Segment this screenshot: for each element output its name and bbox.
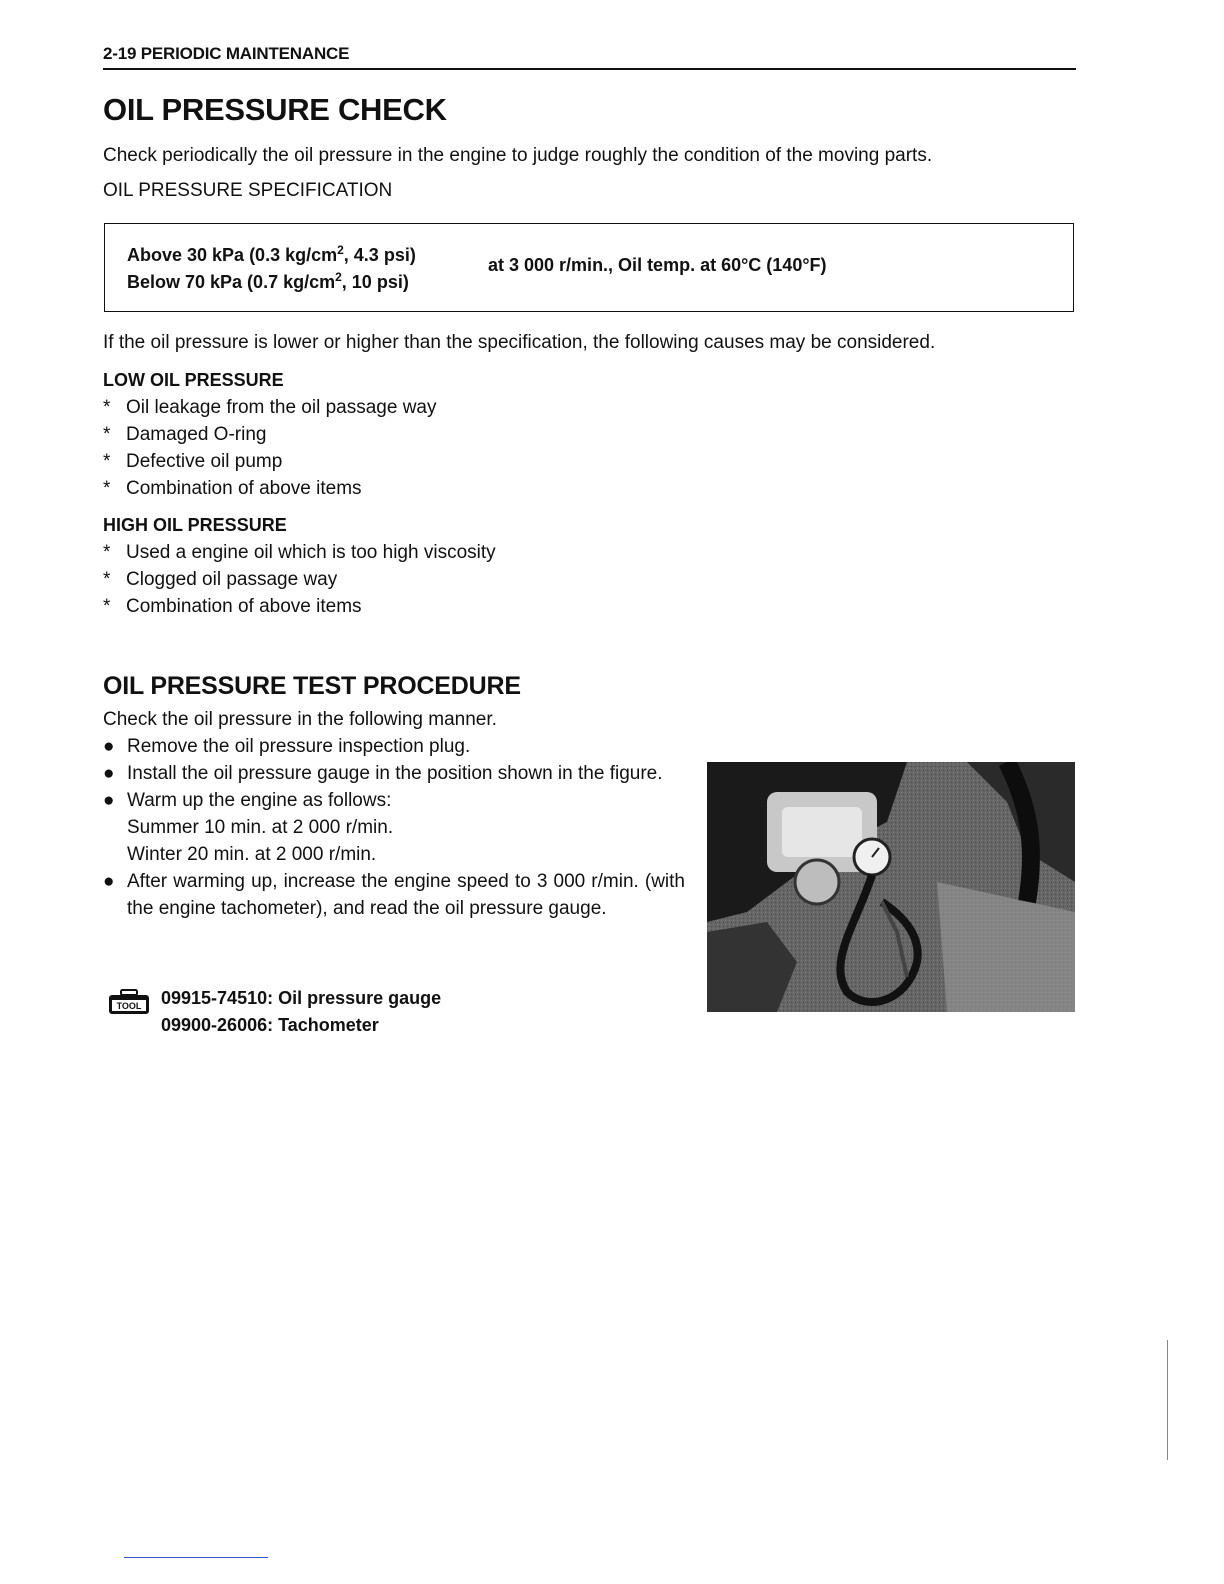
page-header	[103, 44, 1076, 70]
procedure-body	[103, 706, 685, 922]
spec-condition: at 3 000 r/min., Oil temp. at 60°C (140°F)	[488, 255, 827, 275]
spec-above-suffix: , 4.3 psi)	[343, 245, 416, 265]
spec-label: OIL PRESSURE SPECIFICATION	[103, 180, 393, 201]
high-pressure-heading: HIGH OIL PRESSURE	[103, 515, 287, 535]
asterisk-bullet: *	[103, 542, 111, 563]
section-label: 2-19 PERIODIC MAINTENANCE	[103, 44, 350, 63]
list-item-text: Combination of above items	[126, 478, 362, 499]
procedure-intro: Check the oil pressure in the following manner.	[103, 709, 497, 730]
step-text: Warm up the engine as follows:	[127, 790, 392, 811]
high-pressure-list	[103, 539, 496, 620]
list-item	[103, 394, 437, 421]
spec-below-prefix: Below 70 kPa (0.7 kg/cm	[127, 272, 336, 292]
procedure-title: OIL PRESSURE TEST PROCEDURE	[103, 672, 521, 700]
engine-photo	[707, 762, 1075, 1012]
page-title: OIL PRESSURE CHECK	[103, 92, 447, 127]
spec-below-suffix: , 10 psi)	[341, 272, 409, 292]
spec-above-exponent: 2	[337, 243, 344, 257]
spec-box	[104, 223, 1074, 312]
asterisk-bullet: *	[103, 569, 111, 590]
dot-bullet: ●	[103, 790, 115, 811]
step-text: After warming up, increase the engine speed to 3 000 r/min. (with the engine tachometer), and read the oil pressure gauge.	[127, 871, 685, 919]
list-item-text: Damaged O-ring	[126, 424, 267, 445]
list-item	[103, 448, 437, 475]
low-pressure-heading: LOW OIL PRESSURE	[103, 370, 284, 390]
asterisk-bullet: *	[103, 596, 111, 617]
list-item	[103, 421, 437, 448]
dot-bullet: ●	[103, 763, 115, 784]
warmup-summer: Summer 10 min. at 2 000 r/min.	[127, 817, 394, 838]
spec-above	[127, 242, 416, 269]
list-item	[103, 539, 496, 566]
asterisk-bullet: *	[103, 478, 111, 499]
asterisk-bullet: *	[103, 451, 111, 472]
list-item-text: Combination of above items	[126, 596, 362, 617]
causes-intro: If the oil pressure is lower or higher than the specification, the following causes may be considered.	[103, 332, 936, 353]
spec-below-exponent: 2	[335, 270, 342, 284]
list-item	[103, 787, 685, 868]
tool-item: 09915-74510: Oil pressure gauge	[161, 988, 442, 1008]
engine-photo-image	[707, 762, 1075, 1012]
asterisk-bullet: *	[103, 397, 111, 418]
high-pressure-section	[103, 512, 496, 620]
warmup-winter: Winter 20 min. at 2 000 r/min.	[127, 844, 377, 865]
list-item	[103, 868, 685, 922]
low-pressure-section	[103, 367, 437, 502]
tool-item: 09900-26006: Tachometer	[161, 1015, 379, 1035]
tool-list	[161, 985, 441, 1039]
list-item	[103, 566, 496, 593]
tool-icon-label: TOOL	[116, 1001, 142, 1011]
toolbox-icon	[108, 989, 150, 1015]
list-item-text: Clogged oil passage way	[126, 569, 338, 590]
spec-below	[127, 269, 416, 296]
intro-paragraph: Check periodically the oil pressure in the engine to judge roughly the condition of the moving parts.	[103, 145, 933, 166]
spec-limits	[127, 242, 416, 296]
list-item	[103, 760, 685, 787]
special-tools	[108, 985, 441, 1039]
list-item	[103, 475, 437, 502]
list-item	[103, 593, 496, 620]
asterisk-bullet: *	[103, 424, 111, 445]
list-item	[103, 733, 685, 760]
step-text: Remove the oil pressure inspection plug.	[127, 736, 471, 757]
footer-rule	[124, 1557, 268, 1558]
low-pressure-list	[103, 394, 437, 502]
dot-bullet: ●	[103, 736, 115, 757]
procedure-steps	[103, 733, 685, 922]
scan-artifact	[1167, 1340, 1168, 1460]
dot-bullet: ●	[103, 871, 115, 892]
list-item-text: Oil leakage from the oil passage way	[126, 397, 437, 418]
spec-above-prefix: Above 30 kPa (0.3 kg/cm	[127, 245, 338, 265]
list-item-text: Defective oil pump	[126, 451, 283, 472]
list-item-text: Used a engine oil which is too high viscosity	[126, 542, 496, 563]
step-text: Install the oil pressure gauge in the position shown in the figure.	[127, 763, 663, 784]
